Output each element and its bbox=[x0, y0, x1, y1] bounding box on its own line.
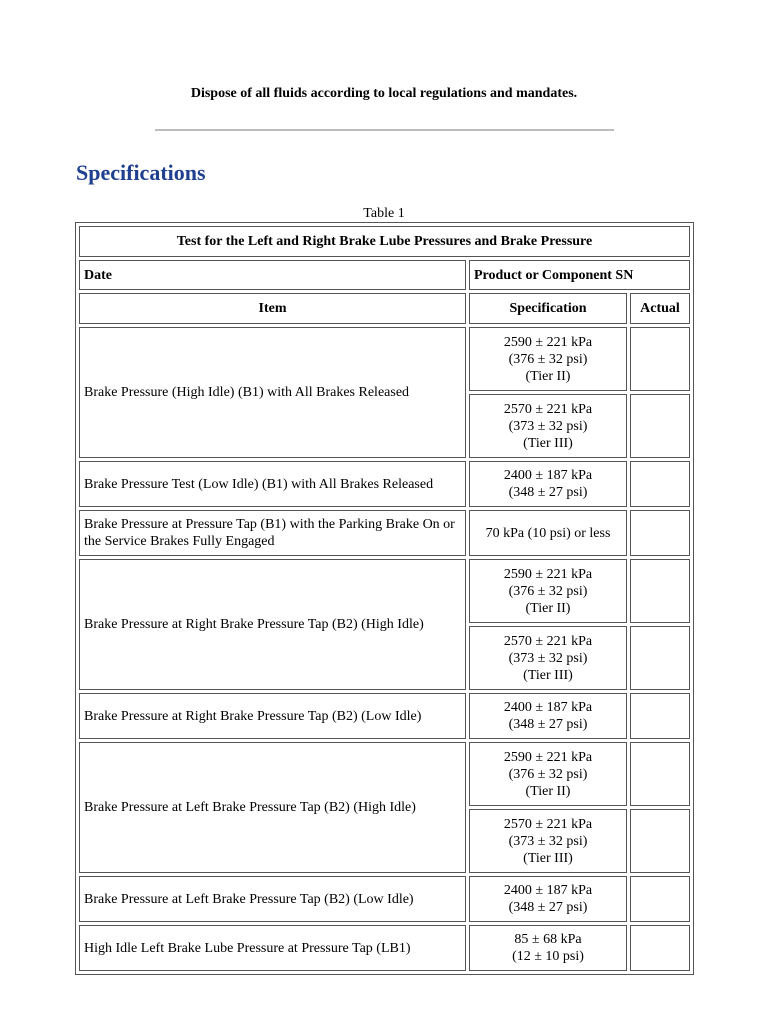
table-title-row bbox=[79, 226, 690, 257]
table-row bbox=[79, 510, 690, 556]
spec-value: 2570 ± 221 kPa bbox=[503, 633, 593, 649]
item-cell: Brake Pressure Test (Low Idle) (B1) with All Brakes Released bbox=[79, 461, 466, 507]
spec-value: 85 ± 68 kPa bbox=[514, 932, 582, 947]
item-cell: High Idle Left Brake Lube Pressure at Pressure Tap (LB1) bbox=[79, 925, 466, 971]
spec-cell bbox=[469, 809, 627, 873]
spec-value: 2590 ± 221 kPa bbox=[503, 334, 593, 350]
item-cell: Brake Pressure at Pressure Tap (B1) with the Parking Brake On or the Service Brakes Fully Engaged bbox=[79, 510, 466, 556]
spec-cell bbox=[469, 876, 627, 922]
actual-cell[interactable] bbox=[630, 626, 690, 690]
table-row bbox=[79, 559, 690, 623]
specifications-table bbox=[75, 222, 694, 975]
spec-cell bbox=[469, 461, 627, 507]
table-title: Test for the Left and Right Brake Lube Pressures and Brake Pressure bbox=[79, 226, 690, 257]
spec-value: (373 ± 32 psi) bbox=[508, 650, 588, 666]
column-header-specification: Specification bbox=[469, 293, 627, 324]
spec-value: 2570 ± 221 kPa bbox=[503, 816, 593, 832]
spec-value: (Tier II) bbox=[525, 368, 571, 384]
spec-value: (12 ± 10 psi) bbox=[512, 949, 584, 964]
spec-value: 2590 ± 221 kPa bbox=[503, 749, 593, 765]
spec-value: (Tier II) bbox=[525, 783, 571, 799]
item-cell: Brake Pressure at Right Brake Pressure Tap (B2) (Low Idle) bbox=[79, 693, 466, 739]
item-cell: Brake Pressure at Left Brake Pressure Tap (B2) (Low Idle) bbox=[79, 876, 466, 922]
spec-cell bbox=[469, 327, 627, 391]
spec-cell bbox=[469, 626, 627, 690]
item-cell: Brake Pressure (High Idle) (B1) with All Brakes Released bbox=[79, 327, 466, 458]
spec-value: 70 kPa (10 psi) or less bbox=[485, 525, 611, 541]
spec-cell bbox=[469, 394, 627, 458]
spec-value: (348 ± 27 psi) bbox=[508, 900, 588, 915]
actual-cell[interactable] bbox=[630, 559, 690, 623]
section-heading: Specifications bbox=[76, 160, 206, 185]
table-row bbox=[79, 925, 690, 971]
horizontal-divider bbox=[155, 129, 614, 131]
spec-value: (373 ± 32 psi) bbox=[508, 833, 588, 849]
spec-value: 2400 ± 187 kPa bbox=[503, 700, 593, 715]
item-cell: Brake Pressure at Right Brake Pressure Tap (B2) (High Idle) bbox=[79, 559, 466, 690]
spec-value: (Tier III) bbox=[523, 850, 573, 866]
spec-cell bbox=[469, 510, 627, 556]
spec-value: (376 ± 32 psi) bbox=[508, 351, 588, 367]
date-row bbox=[79, 260, 690, 290]
date-label: Date bbox=[79, 260, 466, 290]
spec-value: (376 ± 32 psi) bbox=[508, 766, 588, 782]
spec-value: (348 ± 27 psi) bbox=[508, 485, 588, 500]
spec-value: (373 ± 32 psi) bbox=[508, 418, 588, 434]
column-header-actual: Actual bbox=[630, 293, 690, 324]
table-row bbox=[79, 876, 690, 922]
spec-cell bbox=[469, 925, 627, 971]
spec-value: 2400 ± 187 kPa bbox=[503, 468, 593, 483]
actual-cell[interactable] bbox=[630, 394, 690, 458]
actual-cell[interactable] bbox=[630, 327, 690, 391]
product-label: Product or Component SN bbox=[469, 260, 690, 290]
spec-value: (348 ± 27 psi) bbox=[508, 717, 588, 732]
column-header-item: Item bbox=[79, 293, 466, 324]
spec-cell bbox=[469, 693, 627, 739]
column-header-row bbox=[79, 293, 690, 324]
spec-value: 2400 ± 187 kPa bbox=[503, 883, 593, 898]
table-row bbox=[79, 461, 690, 507]
spec-cell bbox=[469, 559, 627, 623]
actual-cell[interactable] bbox=[630, 876, 690, 922]
table-row bbox=[79, 742, 690, 806]
table-row bbox=[79, 327, 690, 391]
item-cell: Brake Pressure at Left Brake Pressure Tap (B2) (High Idle) bbox=[79, 742, 466, 873]
actual-cell[interactable] bbox=[630, 742, 690, 806]
table-row bbox=[79, 693, 690, 739]
actual-cell[interactable] bbox=[630, 693, 690, 739]
actual-cell[interactable] bbox=[630, 510, 690, 556]
table-caption: Table 1 bbox=[363, 206, 405, 221]
spec-value: (Tier III) bbox=[523, 435, 573, 451]
actual-cell[interactable] bbox=[630, 461, 690, 507]
spec-value: (Tier III) bbox=[523, 667, 573, 683]
spec-value: 2590 ± 221 kPa bbox=[503, 566, 593, 582]
spec-cell bbox=[469, 742, 627, 806]
actual-cell[interactable] bbox=[630, 925, 690, 971]
spec-value: 2570 ± 221 kPa bbox=[503, 401, 593, 417]
disposal-notice: Dispose of all fluids according to local regulations and mandates. bbox=[190, 86, 578, 101]
actual-cell[interactable] bbox=[630, 809, 690, 873]
spec-value: (Tier II) bbox=[525, 600, 571, 616]
spec-value: (376 ± 32 psi) bbox=[508, 583, 588, 599]
